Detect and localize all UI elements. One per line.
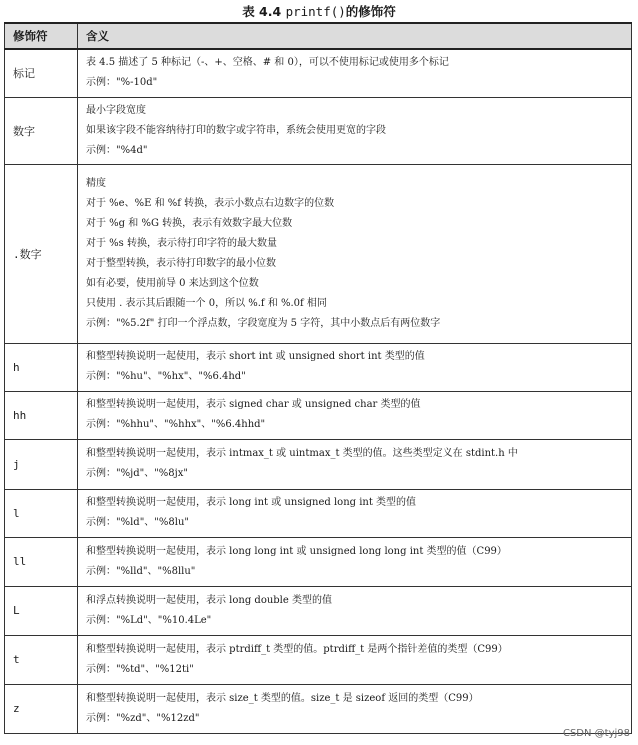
table-body: [5, 49, 632, 733]
table-row: [5, 343, 632, 391]
meaning-line: 示例："%jd"、"%8jx": [86, 468, 189, 479]
table-row: [5, 391, 632, 439]
meaning-cell: [78, 635, 632, 684]
table-row: [5, 439, 632, 489]
modifier-table: [4, 22, 632, 734]
meaning-line: 最小字段宽度: [86, 104, 146, 116]
caption-suffix: 的修饰符: [345, 4, 396, 19]
modifier-cell: h: [5, 343, 78, 391]
meaning-line: 示例："%Ld"、"%10.4Le": [86, 614, 212, 626]
meaning-line: 示例："%lld"、"%8llu": [86, 565, 196, 577]
meaning-cell: [78, 489, 632, 537]
meaning-line: 对于 %s 转换，表示待打印字符的最大数量: [86, 237, 277, 249]
meaning-cell: [78, 537, 632, 586]
meaning-line: 示例："%4d": [86, 144, 148, 156]
meaning-cell: [78, 49, 632, 97]
header-meaning: 含义: [78, 23, 632, 49]
meaning-cell: [78, 439, 632, 489]
table-row: [5, 684, 632, 733]
table-row: [5, 164, 632, 343]
meaning-cell: [78, 164, 632, 343]
meaning-line: 示例："%zd"、"%12zd": [86, 712, 200, 724]
header-row: [5, 23, 632, 49]
table-row: [5, 49, 632, 97]
modifier-cell: .数字: [5, 164, 78, 343]
table-row: [5, 635, 632, 684]
header-modifier: 修饰符: [5, 23, 78, 49]
meaning-cell: [78, 586, 632, 635]
meaning-cell: [78, 97, 632, 164]
table-row: [5, 586, 632, 635]
meaning-line: 和整型转换说明一起使用，表示 size_t 类型的值。size_t 是 sizeof 返回的类型（C99）: [86, 692, 479, 704]
meaning-line: 示例："%hu"、"%hx"、"%6.4hd": [86, 371, 246, 382]
meaning-line: 和整型转换说明一起使用，表示 short int 或 unsigned short int 类型的值: [86, 351, 425, 362]
meaning-line: 和浮点转换说明一起使用，表示 long double 类型的值: [86, 594, 332, 606]
meaning-line: 如果该字段不能容纳待打印的数字或字符串，系统会使用更宽的字段: [86, 124, 386, 136]
meaning-line: 如有必要，使用前导 0 来达到这个位数: [86, 277, 259, 289]
meaning-line: 示例："%-10d": [86, 77, 158, 89]
meaning-line: 和整型转换说明一起使用，表示 long long int 或 unsigned long long int 类型的值（C99）: [86, 545, 507, 557]
table-row: [5, 489, 632, 537]
meaning-cell: [78, 684, 632, 733]
meaning-line: 示例："%hhu"、"%hhx"、"%6.4hhd": [86, 419, 266, 430]
modifier-cell: j: [5, 439, 78, 489]
modifier-cell: 标记: [5, 49, 78, 97]
meaning-cell: [78, 343, 632, 391]
meaning-line: 示例："%ld"、"%8lu": [86, 517, 190, 528]
meaning-cell: [78, 391, 632, 439]
modifier-cell: z: [5, 684, 78, 733]
modifier-cell: hh: [5, 391, 78, 439]
meaning-line: 和整型转换说明一起使用，表示 long int 或 unsigned long int 类型的值: [86, 497, 417, 508]
meaning-line: 和整型转换说明一起使用，表示 signed char 或 unsigned char 类型的值: [86, 399, 421, 410]
caption-prefix: 表 4.4: [242, 4, 282, 19]
table-row: [5, 97, 632, 164]
meaning-line: 表 4.5 描述了 5 种标记（-、+、空格、# 和 0），可以不使用标记或使用多个标记: [86, 57, 449, 69]
caption-code: printf(): [285, 4, 346, 19]
table-row: [5, 537, 632, 586]
meaning-line: 和整型转换说明一起使用，表示 intmax_t 或 uintmax_t 类型的值。这些类型定义在 stdint.h 中: [86, 448, 518, 459]
meaning-line: 和整型转换说明一起使用，表示 ptrdiff_t 类型的值。ptrdiff_t 是两个指针差值的类型（C99）: [86, 643, 508, 655]
table-caption: [0, 2, 638, 20]
meaning-line: 示例："%td"、"%12ti": [86, 663, 194, 675]
modifier-cell: ll: [5, 537, 78, 586]
meaning-line: 只使用 . 表示其后跟随一个 0，所以 %.f 和 %.0f 相同: [86, 297, 327, 309]
meaning-line: 精度: [86, 177, 106, 189]
meaning-line: 对于 %g 和 %G 转换，表示有效数字最大位数: [86, 217, 293, 229]
meaning-line: 对于 %e、%E 和 %f 转换，表示小数点右边数字的位数: [86, 197, 335, 209]
watermark: CSDN @tyj98: [562, 728, 630, 739]
modifier-cell: L: [5, 586, 78, 635]
modifier-cell: l: [5, 489, 78, 537]
modifier-cell: t: [5, 635, 78, 684]
meaning-line: 对于整型转换，表示待打印数字的最小位数: [86, 257, 276, 269]
meaning-line: 示例："%5.2f" 打印一个浮点数，字段宽度为 5 字符，其中小数点后有两位数字: [86, 317, 441, 329]
modifier-cell: 数字: [5, 97, 78, 164]
